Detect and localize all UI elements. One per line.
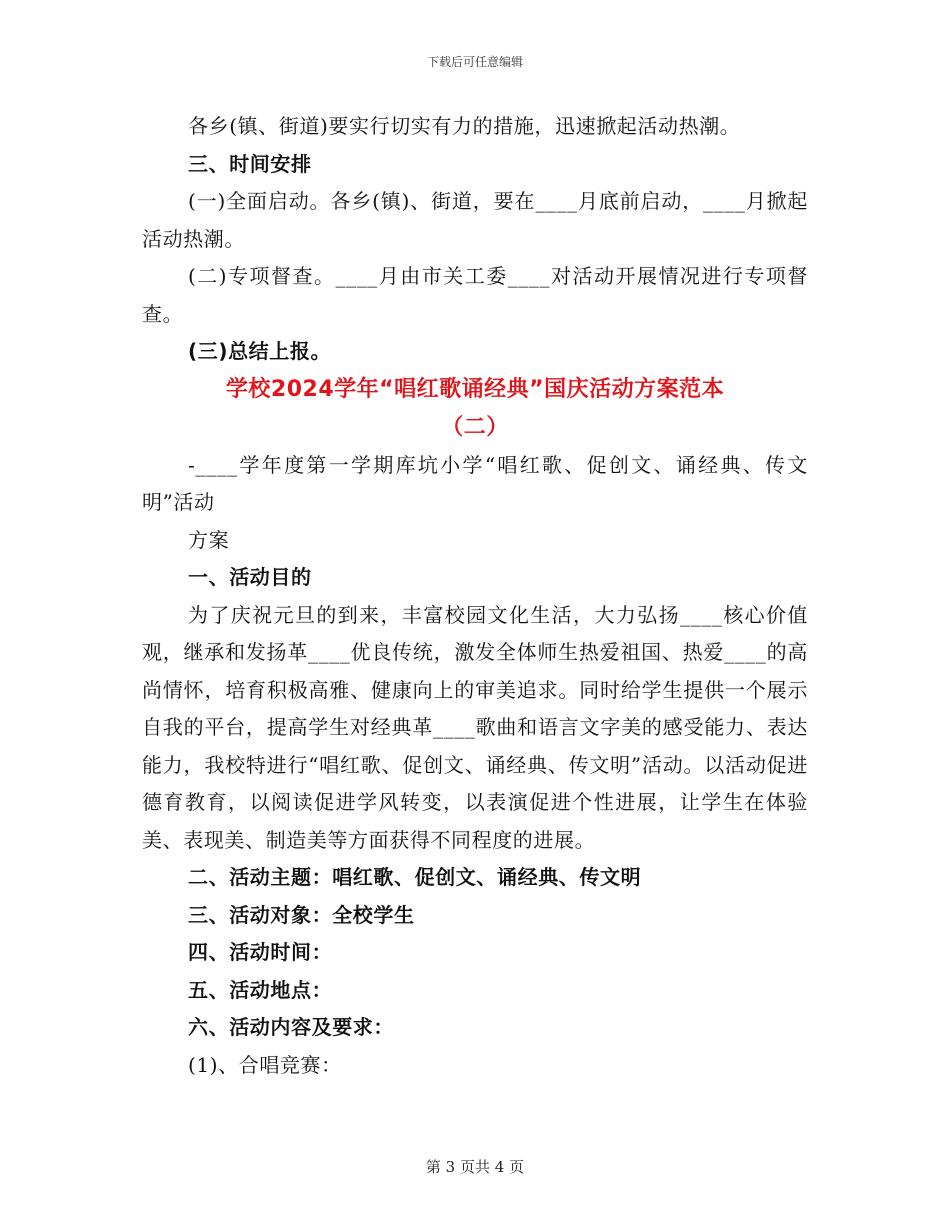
section-heading-theme: 二、活动主题：唱红歌、促创文、诵经典、传文明 xyxy=(188,865,642,889)
page-header: 下载后可任意编辑 xyxy=(426,55,523,69)
section-heading-target: 三、活动对象：全校学生 xyxy=(188,902,415,927)
section-heading-purpose: 一、活动目的 xyxy=(188,565,312,589)
page-footer: 第 3 页共 4 页 xyxy=(425,1158,525,1176)
section-heading-schedule: 三、时间安排 xyxy=(188,151,312,176)
section-heading-time: 四、活动时间： xyxy=(188,940,333,964)
document-body xyxy=(142,108,808,1084)
paragraph-intro: -____学年度第一学期库坑小学“唱红歌、促创文、诵经典、传文明”活动 xyxy=(142,452,808,514)
section-heading-location: 五、活动地点： xyxy=(188,977,333,1002)
document-title: 学校2024学年“唱红歌诵经典”国庆活动方案范本 xyxy=(225,376,725,402)
document-title-part: （二） xyxy=(441,414,509,440)
list-item-chorus: (1)、合唱竞赛： xyxy=(188,1052,342,1077)
section-heading-content: 六、活动内容及要求： xyxy=(188,1015,394,1039)
paragraph-measures: 各乡(镇、街道)要实行切实有力的措施，迅速掀起活动热潮。 xyxy=(188,114,741,138)
paragraph-purpose: 为了庆祝元旦的到来，丰富校园文化生活，大力弘扬____核心价值观，继承和发扬革____优良传统，激发全体师生热爱祖国、热爱____的高尚情怀，培育积极高雅、健康向上的审美追求。同时给学生提供一个展示自我的平台，提高学生对经典革____歌曲和语言文字美的感受能力、表达能力，我校特进行“唱红歌、促创文、诵经典、传文明”活动。以活动促进德育教育，以阅读促进学风转变，以表演促进个性进展，让学生在体验美、表现美、制造美等方面获得不同程度的进展。 xyxy=(142,602,808,852)
paragraph-inspection: (二)专项督查。____月由市关工委____对活动开展情况进行专项督查。 xyxy=(142,264,808,326)
paragraph-plan: 方案 xyxy=(188,527,230,552)
subheading-summary: (三)总结上报。 xyxy=(188,339,332,363)
paragraph-launch: (一)全面启动。各乡(镇)、街道，要在____月底前启动，____月掀起活动热潮。 xyxy=(142,189,808,251)
